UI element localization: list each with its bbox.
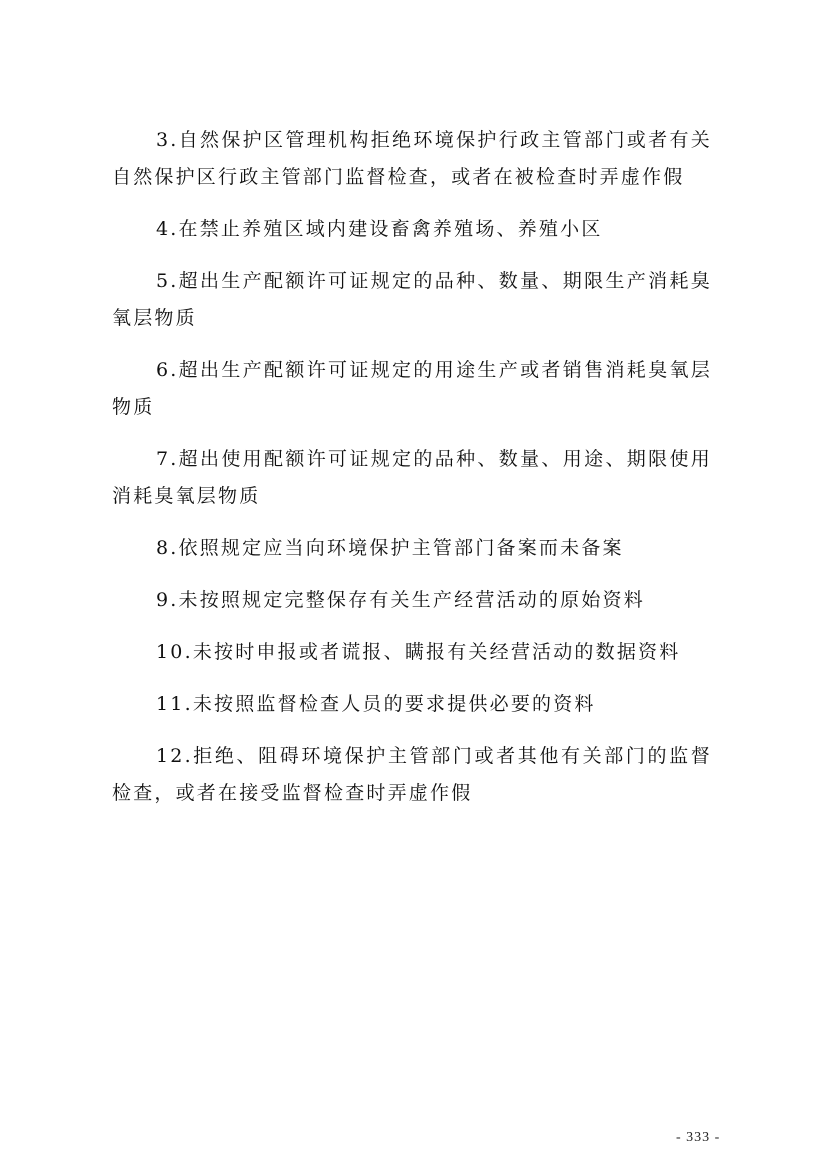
paragraph-item-4: 4.在禁止养殖区域内建设畜禽养殖场、养殖小区 (156, 218, 603, 240)
paragraph-item-11: 11.未按照监督检查人员的要求提供必要的资料 (156, 693, 596, 715)
page-number: - 333 - (676, 1130, 721, 1145)
document-body (112, 122, 712, 827)
paragraph-item-6: 6.超出生产配额许可证规定的用途生产或者销售消耗臭氧层物质 (112, 359, 712, 418)
paragraph-item-9: 9.未按照规定完整保存有关生产经营活动的原始资料 (156, 589, 645, 611)
paragraph-item-5: 5.超出生产配额许可证规定的品种、数量、期限生产消耗臭氧层物质 (112, 270, 712, 329)
paragraph-item-3: 3.自然保护区管理机构拒绝环境保护行政主管部门或者有关自然保护区行政主管部门监督检查，或者在被检查时弄虚作假 (112, 129, 712, 188)
paragraph-item-12: 12.拒绝、阻碍环境保护主管部门或者其他有关部门的监督检查，或者在接受监督检查时弄虚作假 (112, 745, 712, 804)
paragraph-item-8: 8.依照规定应当向环境保护主管部门备案而未备案 (156, 537, 624, 559)
paragraph-item-7: 7.超出使用配额许可证规定的品种、数量、用途、期限使用消耗臭氧层物质 (112, 448, 712, 507)
paragraph-item-10: 10.未按时申报或者谎报、瞒报有关经营活动的数据资料 (156, 641, 681, 663)
